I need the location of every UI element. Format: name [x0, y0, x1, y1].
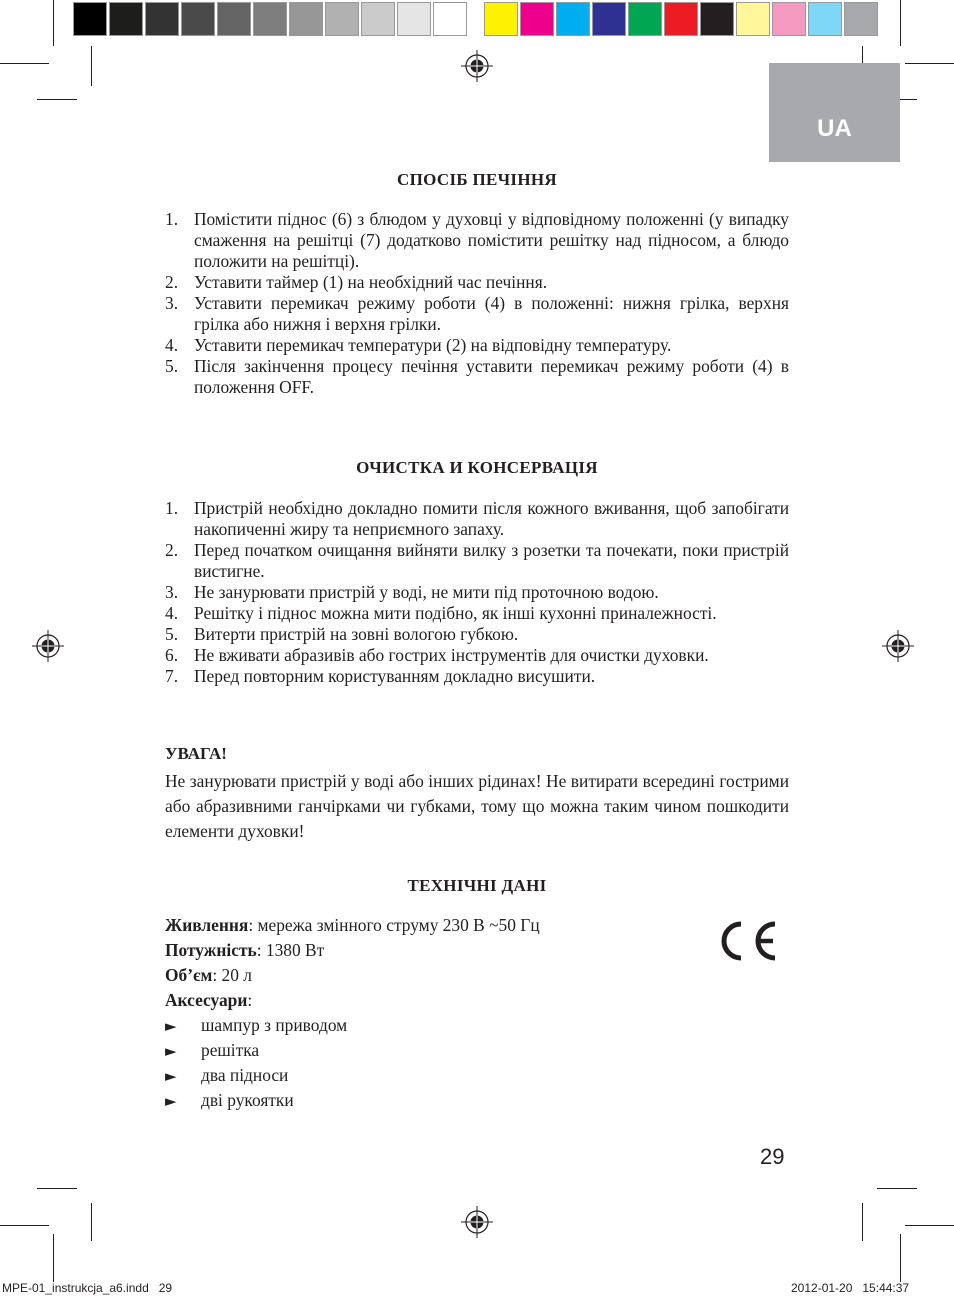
- baking-steps-list: [165, 209, 789, 398]
- crop-mark: [905, 1225, 954, 1226]
- crop-mark: [37, 1188, 77, 1189]
- spec-accessories: [165, 988, 252, 1013]
- list-item: [165, 498, 789, 540]
- ce-mark-icon: [711, 918, 779, 964]
- crop-mark: [91, 1203, 92, 1241]
- color-swatch: [628, 2, 662, 36]
- registration-mark-icon: [461, 1206, 493, 1238]
- list-item-number: 2.: [165, 540, 179, 560]
- accessory-label: два підноси: [201, 1065, 289, 1085]
- list-item-number: 2.: [165, 272, 179, 292]
- registration-mark-icon: [882, 630, 914, 662]
- crop-mark: [862, 1203, 863, 1241]
- list-item-text: Перед повторним користуванням докладно висушити.: [194, 666, 596, 686]
- list-item-text: Решітку і піднос можна мити подібно, як інші кухонні приналежності.: [194, 603, 717, 623]
- arrow-right-icon: ►: [165, 1092, 177, 1110]
- warning-title: УВАГА!: [165, 744, 227, 763]
- arrow-right-icon: ►: [165, 1017, 177, 1035]
- gray-swatch: [217, 2, 251, 36]
- color-swatch: [700, 2, 734, 36]
- accessory-label: решітка: [201, 1040, 260, 1060]
- list-item-number: 4.: [165, 603, 179, 623]
- color-swatch: [520, 2, 554, 36]
- list-item-text: Витерти пристрій на зовні вологою губкою.: [194, 624, 519, 644]
- gray-swatch: [253, 2, 287, 36]
- list-item-text: Пристрій необхідно докладно помити після кожного вживання, щоб запобігати накопиченні жиру та неприємного запаху.: [194, 498, 789, 539]
- spec-accessories-label: Аксесуари: [165, 990, 248, 1010]
- accessory-item: [165, 1063, 288, 1089]
- list-item-text: Уставити перемикач режиму роботи (4) в положенні: нижня грілка, верхня грілка або нижня і верхня грілки.: [194, 293, 789, 334]
- registration-mark-icon: [32, 630, 64, 662]
- gray-swatch: [145, 2, 179, 36]
- spec-volume-label: Об’єм: [165, 965, 213, 985]
- gray-swatch: [397, 2, 431, 36]
- crop-mark: [900, 1234, 901, 1282]
- color-swatch: [844, 2, 878, 36]
- accessory-item: [165, 1013, 347, 1039]
- list-item-number: 5.: [165, 356, 179, 376]
- section-title-baking: СПОСІБ ПЕЧІННЯ: [397, 170, 557, 189]
- gray-swatch: [361, 2, 395, 36]
- crop-mark: [0, 1225, 49, 1226]
- spec-power-label: Потужність: [165, 940, 257, 960]
- list-item: [165, 272, 789, 293]
- list-item-number: 7.: [165, 666, 179, 686]
- gray-swatch: [73, 2, 107, 36]
- accessory-item: [165, 1088, 294, 1114]
- color-swatch: [592, 2, 626, 36]
- list-item-number: 4.: [165, 335, 179, 355]
- crop-mark: [877, 1188, 917, 1189]
- gray-swatch: [109, 2, 143, 36]
- list-item-text: Перед початком очищання вийняти вилку з розетки та почекати, поки пристрій вистигне.: [194, 540, 789, 581]
- footer-timestamp: 2012-01-20 15:44:37: [791, 1281, 910, 1295]
- list-item-text: Не занурювати пристрій у воді, не мити під проточною водою.: [194, 582, 659, 602]
- list-item: [165, 666, 789, 687]
- list-item-number: 5.: [165, 624, 179, 644]
- list-item: [165, 540, 789, 582]
- list-item-number: 1.: [165, 498, 179, 518]
- list-item-text: Після закінчення процесу печіння уставити перемикач режиму роботи (4) в положення OFF.: [194, 356, 789, 397]
- spec-volume-value: : 20 л: [212, 965, 252, 985]
- list-item: [165, 335, 789, 356]
- list-item: [165, 293, 789, 335]
- list-item-text: Уставити перемикач температури (2) на відповідну температуру.: [194, 335, 672, 355]
- language-tab-label: UA: [817, 115, 852, 142]
- list-item: [165, 209, 789, 272]
- spec-power-supply-label: Живлення: [165, 915, 249, 935]
- footer-file-info: MPE-01_instrukcja_a6.indd 29: [2, 1281, 173, 1295]
- color-swatch: [736, 2, 770, 36]
- crop-mark: [53, 1234, 54, 1282]
- color-swatch: [772, 2, 806, 36]
- list-item: [165, 356, 789, 398]
- color-swatch: [808, 2, 842, 36]
- section-title-cleaning: ОЧИСТКА И КОНСЕРВАЦІЯ: [356, 458, 598, 477]
- crop-mark: [900, 0, 901, 46]
- registration-mark-icon: [461, 50, 493, 82]
- crop-mark: [905, 63, 954, 64]
- page-number: 29: [760, 1144, 785, 1169]
- spec-power: [165, 938, 324, 963]
- accessory-item: [165, 1038, 259, 1064]
- gray-swatch: [289, 2, 323, 36]
- color-swatch: [484, 2, 518, 36]
- spec-volume: [165, 963, 252, 988]
- accessory-label: дві рукоятки: [201, 1090, 294, 1110]
- list-item: [165, 645, 789, 666]
- spec-power-supply-value: : мережа змінного струму 230 В ~50 Гц: [248, 915, 540, 935]
- list-item-text: Уставити таймер (1) на необхідний час печіння.: [194, 272, 548, 292]
- accessory-label: шампур з приводом: [201, 1015, 348, 1035]
- gray-swatch: [181, 2, 215, 36]
- list-item: [165, 624, 789, 645]
- cleaning-steps-list: [165, 498, 789, 687]
- list-item-text: Не вживати абразивів або гострих інструментів для очистки духовки.: [194, 645, 709, 665]
- list-item: [165, 582, 789, 603]
- crop-mark: [0, 63, 49, 64]
- warning-text: Не занурювати пристрій у воді або інших рідинах! Не витирати всередині гострими або абразивними ганчірками чи губками, тому що можна таким чином пошкодити елементи духовки!: [165, 771, 789, 841]
- spec-power-supply: [165, 913, 540, 938]
- list-item-number: 6.: [165, 645, 179, 665]
- color-swatch: [556, 2, 590, 36]
- gray-swatch: [325, 2, 359, 36]
- list-item-number: 3.: [165, 293, 179, 313]
- crop-mark: [53, 0, 54, 46]
- color-swatch: [664, 2, 698, 36]
- crop-mark: [91, 46, 92, 86]
- spec-power-value: : 1380 Вт: [256, 940, 325, 960]
- gray-swatch: [433, 2, 467, 36]
- spec-accessories-colon: :: [247, 990, 253, 1010]
- arrow-right-icon: ►: [165, 1042, 177, 1060]
- crop-mark: [37, 99, 77, 100]
- list-item-number: 1.: [165, 209, 179, 229]
- language-tab: [769, 63, 900, 162]
- list-item-text: Помістити піднос (6) з блюдом у духовці у відповідному положенні (у випадку смаження на решітці (7) додатково помістити решітку над підносом, а блюдо положити на решітці).: [194, 209, 789, 271]
- arrow-right-icon: ►: [165, 1067, 177, 1085]
- list-item: [165, 603, 789, 624]
- section-title-tech: ТЕХНІЧНІ ДАНІ: [407, 876, 547, 895]
- list-item-number: 3.: [165, 582, 179, 602]
